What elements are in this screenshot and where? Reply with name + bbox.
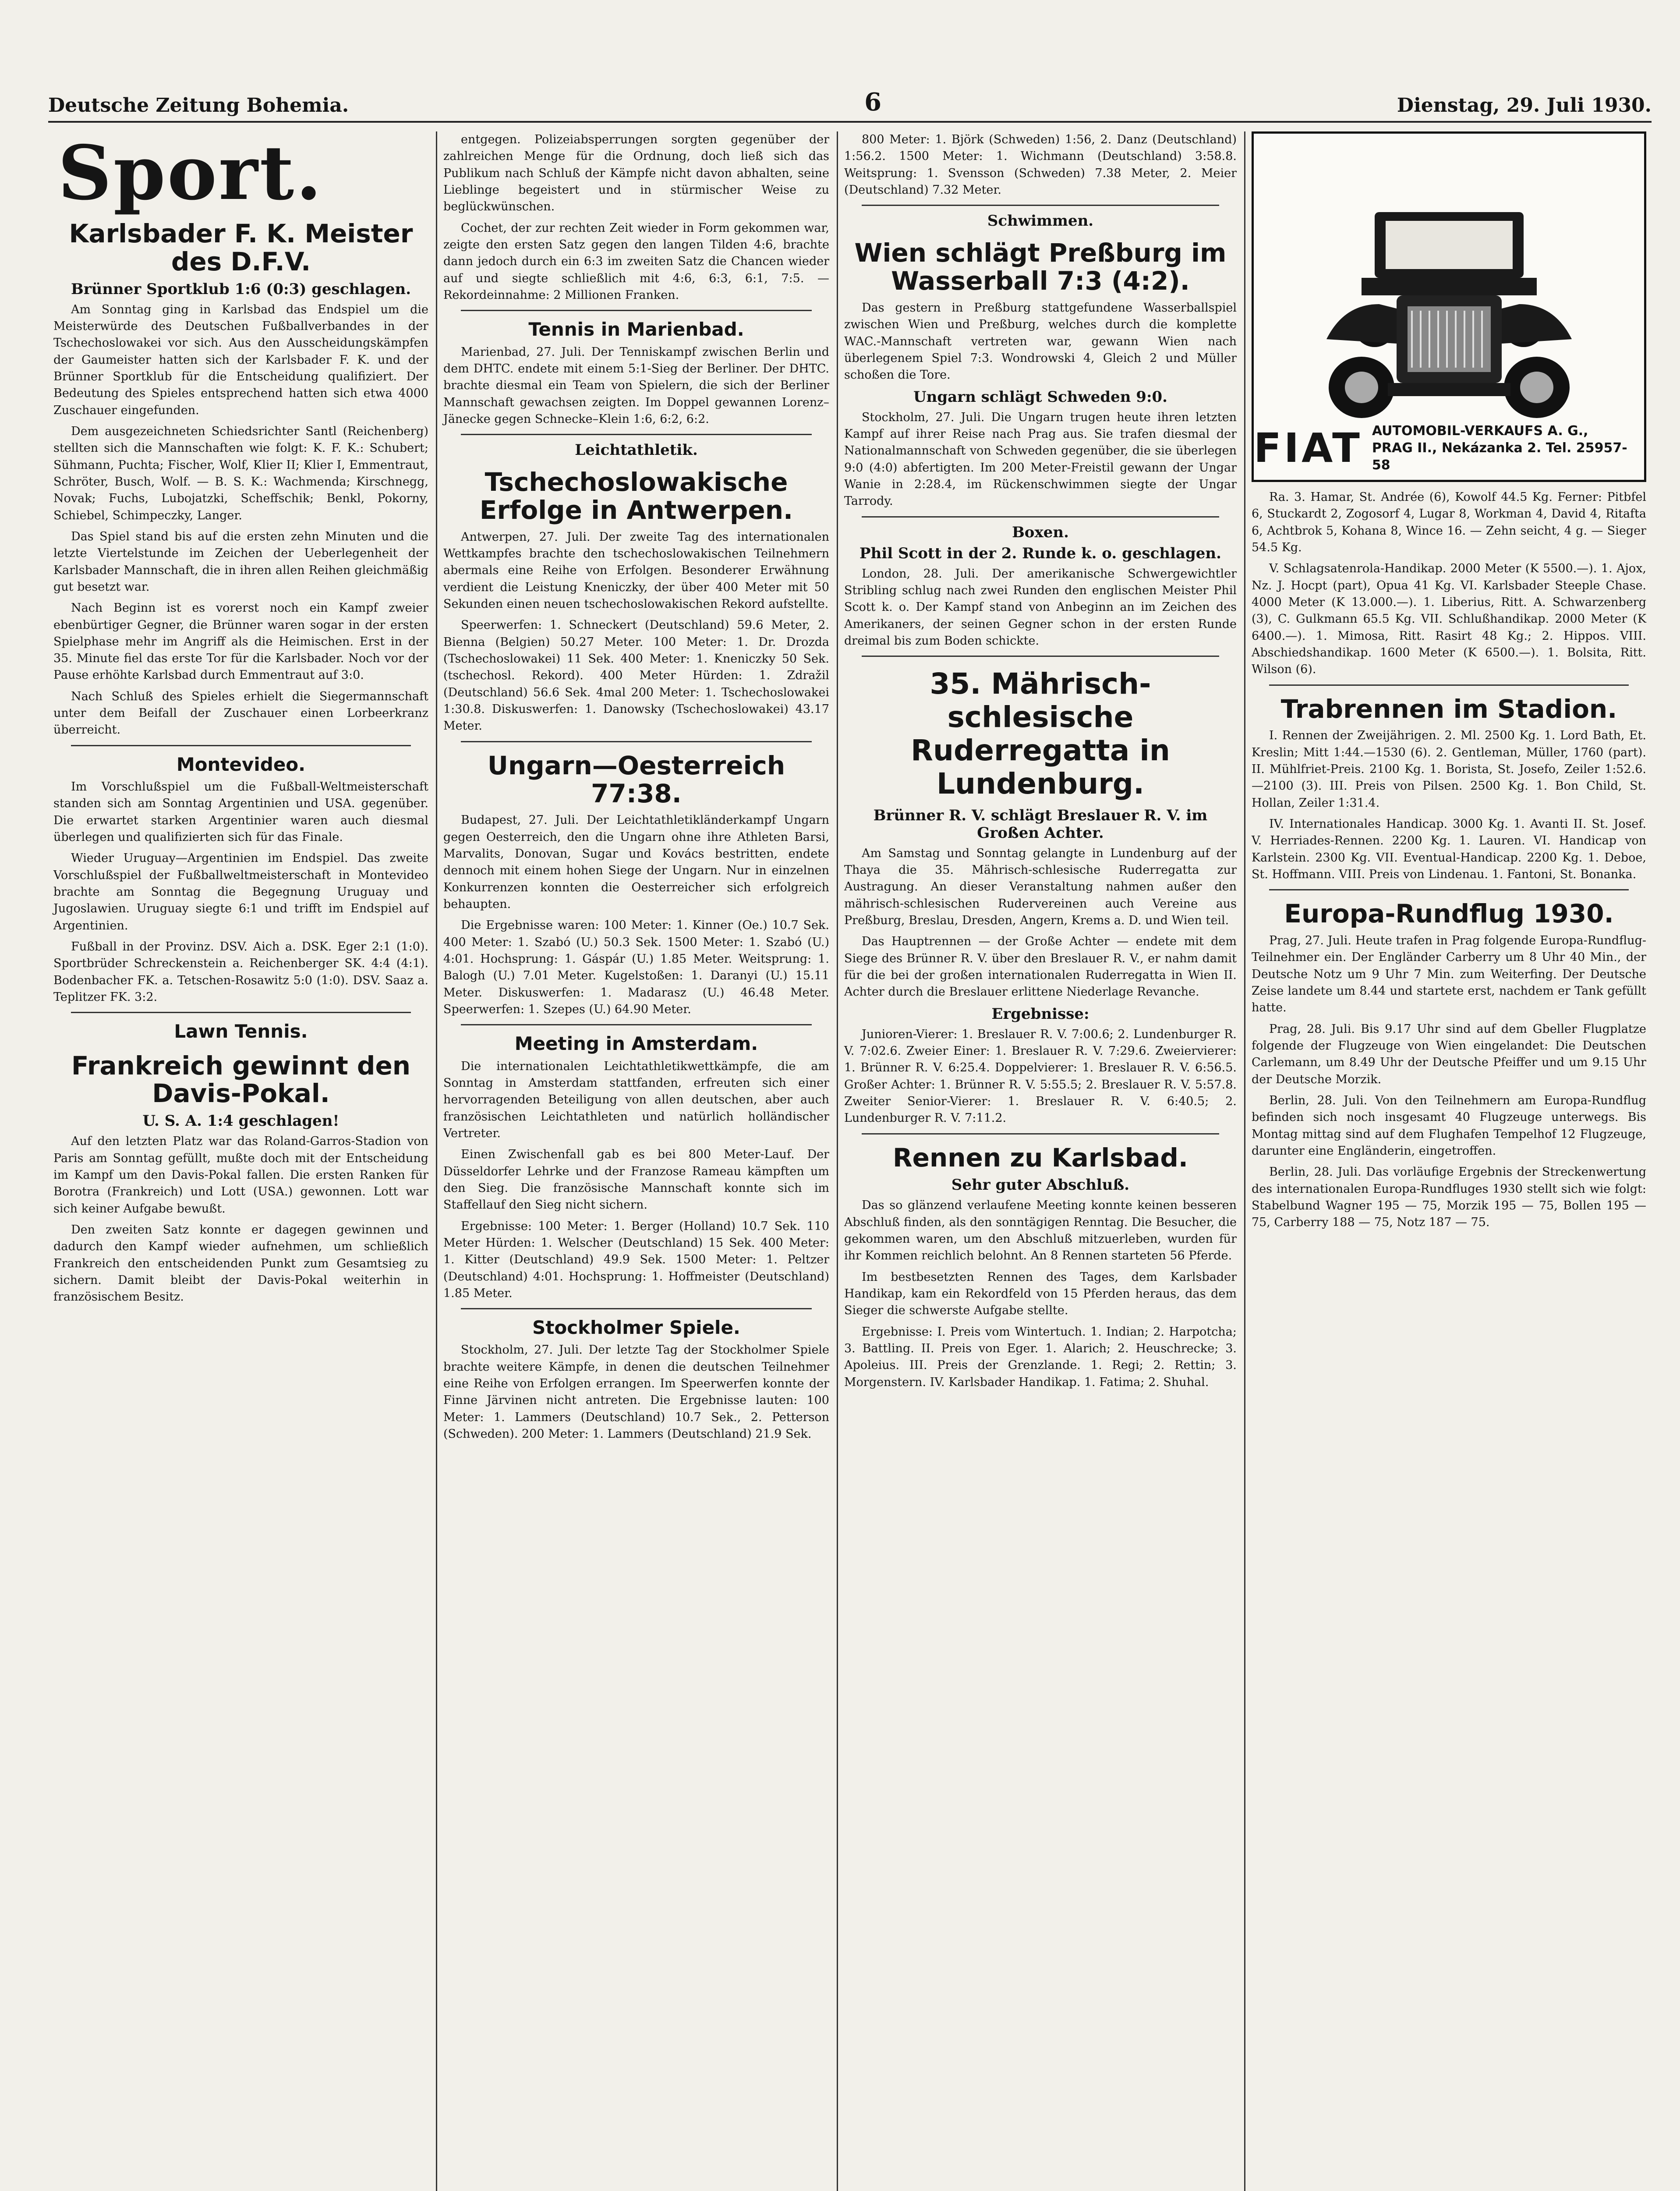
header-publication: Deutsche Zeitung Bohemia. <box>48 94 349 117</box>
page-number: 6 <box>864 88 882 117</box>
article-paragraph: London, 28. Juli. Der amerikanische Schwergewichtler Stribling schlug nach zwei Runden den englischen Meister Phil Scott k. o. Der Kampf stand von Anbeginn an im Zeichen des Amerikaners, der seinen Gegner schon in der ersten Runde dreimal bis zum Boden schickte. <box>844 567 1237 648</box>
article-paragraph: Berlin, 28. Juli. Von den Teilnehmern am Europa-Rundflug befinden sich noch insgesamt 40 Flugzeuge unterwegs. Bis Montag mittag sind auf dem Flughafen Tempelhof 12 Flugzeuge, darunter eine Engländerin, eingetroffen. <box>1252 1094 1646 1158</box>
section-title-sport: Sport. <box>58 131 324 217</box>
article-paragraph: Im bestbesetzten Rennen des Tages, dem Karlsbader Handikap, kam ein Rekordfeld von 15 Pferden heraus, das dem Sieger die schwerste Aufgabe stellte. <box>844 1270 1237 1318</box>
article-title: Ungarn schlägt Schweden 9:0. <box>913 388 1167 406</box>
running-header <box>48 88 1652 123</box>
article-title: Phil Scott in der 2. Runde k. o. geschlagen. <box>859 544 1221 562</box>
article-title: Europa-Rundflug 1930. <box>1284 899 1614 929</box>
article-title: Wien schlägt Preßburg im Wasserball 7:3 (4:2). <box>854 238 1227 296</box>
article-paragraph: I. Rennen der Zweijährigen. 2. Ml. 2500 Kg. 1. Lord Bath, Et. Kreslin; Mitt 1:44.—1530 (6). 2. Gentleman, Müller, 1760 (part). II. Mühlfriet-Preis. 2100 Kg. 1. Borista, St. Josefo, Zeiler 1:52.6.—2100 (3). III. Preis von Pilsen. 2500 Kg. 1. Bon Child, St. Hollan, Zeiler 1:31.4. <box>1252 729 1646 810</box>
article-paragraph: Speerwerfen: 1. Schneckert (Deutschland) 59.6 Meter, 2. Bienna (Belgien) 50.27 Meter. 100 Meter: 1. Dr. Drozda (Tschechoslowakei) 11 Sek. 400 Meter: 1. Kneniczky 50 Sek. (tschechosl. Rekord). 400 Meter Hürden: 1. Zdražil (Deutschland) 56.6 Sek. 4mal 200 Meter: 1. Tschechoslowakei 1:30.8. Diskuswerfen: 1. Danowsky (Tschechoslowakei) 43.17 Meter. <box>443 618 829 733</box>
article-title: Frankreich gewinnt den Davis-Pokal. <box>71 1050 411 1109</box>
article-paragraph: Cochet, der zur rechten Zeit wieder in Form gekommen war, zeigte den ersten Satz gegen den langen Tilden 4:6, brachte dann jedoch durch ein 6:3 im zweiten Satz die Chancen wieder auf und siegte schließlich mit 4:6, 6:3, 6:1, 7:5. — Rekordeinnahme: 2 Millionen Franken. <box>443 221 829 302</box>
article-paragraph: Ergebnisse: 100 Meter: 1. Berger (Holland) 10.7 Sek. 110 Meter Hürden: 1. Welscher (Deutschland) 15 Sek. 400 Meter: 1. Kitter (Deutschland) 49.9 Sek. 1500 Meter: 1. Peltzer (Deutschland) 4:01. Hochsprung: 1. Hoffmeister (Deutschland) 1.85 Meter. <box>443 1219 829 1300</box>
article-title: Trabrennen im Stadion. <box>1280 694 1617 724</box>
article-paragraph: Das so glänzend verlaufene Meeting konnte keinen besseren Abschluß finden, als den sonntägigen Renntag. Die Besucher, die gekommen waren, um den Abschluß mitzuerleben, wurden für ihr Kommen reichlich belohnt. An 8 Rennen starteten 56 Pferde. <box>844 1198 1237 1263</box>
section-label: Leichtathletik. <box>575 441 698 459</box>
article-subtitle: Sehr guter Abschluß. <box>951 1176 1130 1194</box>
article-paragraph: entgegen. Polizeiabsperrungen sorgten gegenüber der zahlreichen Menge für die Ordnung, doch ließ sich das Publikum nach Schluß der Kämpfe nicht davon abhalten, seine Lieblinge begeistert und in stürmischer Weise zu beglückwünschen. <box>443 133 829 214</box>
article-title: Tschechoslowakische Erfolge in Antwerpen. <box>479 467 793 525</box>
ad-address <box>1372 422 1644 474</box>
divider <box>862 1133 1219 1134</box>
article-subtitle: Brünner Sportklub 1:6 (0:3) geschlagen. <box>71 280 411 298</box>
car-illustration-icon <box>1309 195 1589 422</box>
divider <box>461 434 812 435</box>
divider <box>71 1012 411 1013</box>
column-rule <box>1244 131 1245 2191</box>
article-paragraph: Stockholm, 27. Juli. Die Ungarn trugen heute ihren letzten Kampf auf ihrer Reise nach Prag aus. Sie trafen diesmal der Nationalmannschaft von Schweden gegenüber, die sie überlegen 9:0 (4:0) abfertigten. Im 200 Meter-Freistil gewann der Ungar Wanie in 2:28.4, im Rückenschwimmen siegte der Ungar Tarrody. <box>844 410 1237 508</box>
article-title: Ungarn—Oesterreich 77:38. <box>487 750 785 808</box>
results-label: Ergebnisse: <box>991 1005 1089 1023</box>
article-title: Karlsbader F. K. Meister des D.F.V. <box>69 219 413 277</box>
divider <box>461 1308 812 1309</box>
article-paragraph: Das gestern in Preßburg stattgefundene Wasserballspiel zwischen Wien und Preßburg, welches durch die komplette WAC.-Mannschaft vertreten war, gewann Wien nach überlegenem Spiel 7:3. Wondrowski 4, Gleich 2 und Müller schoßen die Tore. <box>844 301 1237 382</box>
article-paragraph: Prag, 28. Juli. Bis 9.17 Uhr sind auf dem Gbeller Flugplatze folgende der Flugzeuge von Wien eingelandet: Die Deutschen Carlemann, um 8.49 Uhr der Deutsche Pfeiffer und um 9.15 Uhr der Deutsche Morzik. <box>1252 1022 1646 1086</box>
column-4 <box>1246 131 1652 2191</box>
article-title: 35. Mährisch-schlesische Ruderregatta in Lundenburg. <box>911 667 1170 801</box>
article-paragraph: Am Samstag und Sonntag gelangte in Lundenburg auf der Thaya die 35. Mährisch-schlesische Ruderregatta zur Austragung. An dieser Veranstaltung nahmen außer den mährisch-schlesischen Rudervereinen auch Vereine aus Preßburg, Breslau, Dresden, Angern, Krems a. D. und Wien teil. <box>844 846 1237 928</box>
header-date: Dienstag, 29. Juli 1930. <box>1397 94 1652 117</box>
ad-footer <box>1254 422 1644 474</box>
divider <box>862 516 1219 518</box>
fiat-advertisement <box>1252 131 1646 482</box>
section-label: Schwimmen. <box>987 212 1094 230</box>
article-paragraph: Die Ergebnisse waren: 100 Meter: 1. Kinner (Oe.) 10.7 Sek. 400 Meter: 1. Szabó (U.) 50.3 Sek. 1500 Meter: 1. Szabó (U.) 4:01. Hochsprung: 1. Gáspár (U.) 1.85 Meter. Weitsprung: 1. Balogh (U.) 7.01 Meter. Kugelstoßen: 1. Daranyi (U.) 15.11 Meter. Diskuswerfen: 1. Madarasz (U.) 46.48 Meter. Speerwerfen: 1. Szepes (U.) 64.90 Meter. <box>443 918 829 1016</box>
article-paragraph: Dem ausgezeichneten Schiedsrichter Santl (Reichenberg) stellten sich die Mannschaften wie folgt: K. F. K.: Schubert; Sühmann, Puchta; Fischer, Wolf, Klier II; Klier I, Emmentraut, Schröter, Busch, Wolf. — B. S. K.: Wachmenda; Kirschnegg, Novak; Fuchs, Lubojatzki, Scheffschik; Benkl, Pokorny, Schiebel, Schimpeczky, Langer. <box>53 424 428 522</box>
article-paragraph: Antwerpen, 27. Juli. Der zweite Tag des internationalen Wettkampfes brachte den tschechoslowakischen Teilnehmern abermals eine Reihe von Erfolgen. Besonderer Erwähnung verdient die Leistung Kneniczky, der über 400 Meter mit 50 Sekunden einen neuen tschechoslowakischen Rekord aufstellte. <box>443 530 829 611</box>
divider <box>461 741 812 742</box>
ad-line-1: AUTOMOBIL-VERKAUFS A. G., <box>1372 423 1588 439</box>
article-title: Meeting in Amsterdam. <box>514 1033 758 1055</box>
article-paragraph: Nach Beginn ist es vorerst noch ein Kampf zweier ebenbürtiger Gegner, die Brünner waren sogar in der ersten Spielphase mehr im Angriff als die Heimischen. Erst in der 35. Minute fiel das erste Tor für die Karlsbader. Noch vor der Pause erhöhte Karlsbad durch Emmentraut auf 3:0. <box>53 601 428 682</box>
article-paragraph: Wieder Uruguay—Argentinien im Endspiel. Das zweite Vorschlußspiel der Fußballweltmeisterschaft in Montevideo brachte am Sonntag die Begegnung Uruguay und Jugoslawien. Uruguay siegte 6:1 und trifft im Endspiel auf Argentinien. <box>53 851 428 932</box>
section-label: Boxen. <box>1012 523 1069 541</box>
article-paragraph: Am Sonntag ging in Karlsbad das Endspiel um die Meisterwürde des Deutschen Fußballverbandes in der Tschechoslowakei vor sich. Aus den Ausscheidungskämpfen der Gaumeister hatten sich der Karlsbader F. K. und der Brünner Sportklub für die Entscheidung qualifiziert. Der Bedeutung des Spieles entsprechend hatten sich etwa 4000 Zuschauer eingefunden. <box>53 302 428 417</box>
divider <box>71 745 411 746</box>
article-title: Rennen zu Karlsbad. <box>893 1142 1188 1173</box>
article-subtitle: Brünner R. V. schlägt Breslauer R. V. im Großen Achter. <box>873 806 1208 842</box>
article-paragraph: Berlin, 28. Juli. Das vorläufige Ergebnis der Streckenwertung des internationalen Europa-Rundfluges 1930 stellt sich wie folgt: Stabelbund Wagner 195 — 75, Morzik 195 — 75, Bollen 195 — 75, Carberry 188 — 75, Notz 187 — 75. <box>1252 1165 1646 1230</box>
article-paragraph: IV. Internationales Handicap. 3000 Kg. 1. Avanti II. St. Josef. V. Herriades-Rennen. 2200 Kg. 1. Lauren. VI. Handicap von Karlstein. 2300 Kg. VII. Eventual-Handicap. 2200 Kg. 1. Deboe, St. Hoffmann. VIII. Preis von Lindenau. 1. Fantoni, St. Bonanka. <box>1252 817 1646 882</box>
article-paragraph: Ra. 3. Hamar, St. Andrée (6), Kowolf 44.5 Kg. Ferner: Pitbfel 6, Stuckardt 2, Zogosorf 4, Lugar 8, Workman 4, David 4, Ritafta 6, Achtbrok 5, Kohana 8, Wince 16. — Zehn seicht, 4 g. — Sieger 54.5 Kg. <box>1252 490 1646 554</box>
ad-brand-logo: FIAT <box>1254 425 1362 472</box>
article-paragraph: Nach Schluß des Spieles erhielt die Siegermannschaft unter dem Beifall der Zuschauer einen Lorbeerkranz überreicht. <box>53 689 428 737</box>
article-title: Tennis in Marienbad. <box>528 319 744 340</box>
article-paragraph: Die internationalen Leichtathletikwettkämpfe, die am Sonntag in Amsterdam stattfanden, erfreuten sich einer hervorragenden Beteiligung von allen deutschen, aber auch französischen Leichtathleten und natürlich holländischer Vertreter. <box>443 1059 829 1140</box>
article-paragraph: 800 Meter: 1. Björk (Schweden) 1:56, 2. Danz (Deutschland) 1:56.2. 1500 Meter: 1. Wichmann (Deutschland) 3:58.8. Weitsprung: 1. Svensson (Schweden) 7.38 Meter, 2. Meier (Deutschland) 7.32 Meter. <box>844 133 1237 197</box>
article-title: Lawn Tennis. <box>174 1021 308 1042</box>
column-rule <box>436 131 437 2191</box>
divider <box>461 310 812 311</box>
results-text: V. Schlagsatenrola-Handikap. 2000 Meter (K 5500.—). 1. Ajox, Nz. J. Hocpt (part), Opua 41 Kg. VI. Karlsbader Steeple Chase. 4000 Meter (K 13.000.—). 1. Liberius, Ritt. A. Schwarzenberg (3), C. Gulkmann 65.5 Kg. VII. Schlußhandikap. 2000 Meter (K 6400.—). 1. Mimosa, Ritt. Rasirt 48 Kg.; 2. Hippos. VIII. Abschiedshandikap. 1600 Meter (K 6500.—). 1. Bolsita, Ritt. Wilson (6). <box>1252 562 1646 677</box>
divider <box>862 205 1219 206</box>
article-paragraph: Ergebnisse: I. Preis vom Wintertuch. 1. Indian; 2. Harpotcha; 3. Battling. II. Preis von Eger. 1. Alarich; 2. Heuschrecke; 3. Apoleius. III. Preis der Grenzlande. 1. Regi; 2. Rettin; 3. Morgenstern. IV. Karlsbader Handikap. 1. Fatima; 2. Shuhal. <box>844 1325 1237 1389</box>
article-paragraph: Prag, 27. Juli. Heute trafen in Prag folgende Europa-Rundflug-Teilnehmer ein. Der Engländer Carberry um 8 Uhr 40 Min., der Deutsche Notz um 9 Uhr 7 Min. zum Weiterfing. Der Deutsche Zeise landete um 8.44 und startete erst, nachdem er Tank gefüllt hatte. <box>1252 934 1646 1015</box>
column-2 <box>438 131 835 2191</box>
article-paragraph: Budapest, 27. Juli. Der Leichtathletikländerkampf Ungarn gegen Oesterreich, den die Ungarn ohne ihre Athleten Barsi, Marvalits, Donovan, Sugar und Kovács bestritten, endete dennoch mit einem hohen Siege der Ungarn. Nur in einzelnen Konkurrenzen konnten die Oesterreicher sich erfolgreich behaupten. <box>443 813 829 911</box>
article-subtitle: U. S. A. 1:4 geschlagen! <box>142 1112 340 1130</box>
column-rule <box>837 131 838 2191</box>
article-paragraph: Fußball in der Provinz. DSV. Aich a. DSK. Eger 2:1 (1:0). Sportbrüder Schreckenstein a. Reichenberger SK. 4:4 (4:1). Bodenbacher FK. a. Tetschen-Rosawitz 5:0 (1:0). DSV. Saaz a. Teplitzer FK. 3:2. <box>53 940 428 1004</box>
article-title: Stockholmer Spiele. <box>532 1317 740 1339</box>
divider <box>1269 684 1629 686</box>
article-paragraph: Den zweiten Satz konnte er dagegen gewinnen und dadurch den Kampf wieder aufnehmen, um schließlich Frankreich den entscheidenden Punkt zum Gesamtsieg zu sichern. Damit bleibt der Davis-Pokal weiterhin in französischem Besitz. <box>53 1223 428 1304</box>
divider <box>461 1024 812 1025</box>
article-paragraph: Das Spiel stand bis auf die ersten zehn Minuten und die letzte Viertelstunde im Zeichen der Ueberlegenheit der Karlsbader Mannschaft, die in ihren allen Reihen gleichmäßig gut besetzt war. <box>53 529 428 594</box>
article-paragraph: Im Vorschlußspiel um die Fußball-Weltmeisterschaft standen sich am Sonntag Argentinien und USA. gegenüber. Die erwartet starken Argentinier waren auch diesmal überlegen und qualifizierten sich für das Finale. <box>53 780 428 844</box>
column-1 <box>48 131 434 2191</box>
article-paragraph: Marienbad, 27. Juli. Der Tenniskampf zwischen Berlin und dem DHTC. endete mit einem 5:1-Sieg der Berliner. Der DHTC. brachte diesmal ein Team von Spielern, die sich der Berliner Mannschaft gewachsen zeigten. Im Doppel gewannen Lorenz–Jänecke gegen Schnecke–Klein 1:6, 6:2, 6:2. <box>443 345 829 426</box>
article-paragraph: Stockholm, 27. Juli. Der letzte Tag der Stockholmer Spiele brachte weitere Kämpfe, in denen die deutschen Teilnehmer eine Reihe von Erfolgen errangen. Im Speerwerfen konnte der Finne Järvinen nicht antreten. Die Ergebnisse lauten: 100 Meter: 1. Lammers (Deutschland) 10.7 Sek., 2. Petterson (Schweden). 200 Meter: 1. Lammers (Deutschland) 21.9 Sek. <box>443 1343 829 1441</box>
column-3 <box>839 131 1242 2191</box>
ad-line-2: PRAG II., Nekázanka 2. Tel. 25957-58 <box>1372 440 1627 473</box>
divider <box>1269 889 1629 890</box>
article-title: Montevideo. <box>176 753 306 775</box>
results-text: Junioren-Vierer: 1. Breslauer R. V. 7:00.6; 2. Lundenburger R. V. 7:02.6. Zweier Einer: 1. Breslauer R. V. 7:29.6. Zweiervierer: 1. Brünner R. V. 6:25.4. Doppelvierer: 1. Breslauer R. V. 6:56.5. Großer Achter: 1. Brünner R. V. 5:55.5; 2. Breslauer R. V. 5:57.8. Zweiter Senior-Vierer: 1. Breslauer R. V. 6:40.5; 2. Lundenburger R. V. 7:11.2. <box>844 1027 1237 1125</box>
article-paragraph: Auf den letzten Platz war das Roland-Garros-Stadion von Paris am Sonntag gefüllt, mußte doch mit der Entscheidung im Kampf um den Davis-Pokal fallen. Die ersten Ranken für Borotra (Frankreich) und Lott (USA.) gewonnen. Lott war sich keiner Aufgabe bewußt. <box>53 1134 428 1216</box>
article-paragraph: Einen Zwischenfall gab es bei 800 Meter-Lauf. Der Düsseldorfer Lehrke und der Franzose Rameau kämpften um den Sieg. Die französische Mannschaft konnte sich im Staffellauf den Sieg nicht sichern. <box>443 1148 829 1212</box>
article-paragraph: Das Hauptrennen — der Große Achter — endete mit dem Siege des Brünner R. V. über den Breslauer R. V., er nahm damit für die bei der großen internationalen Ruderregatta in Wien II. Achter durch die Breslauer erlittene Niederlage Revanche. <box>844 935 1237 999</box>
divider <box>862 656 1219 657</box>
